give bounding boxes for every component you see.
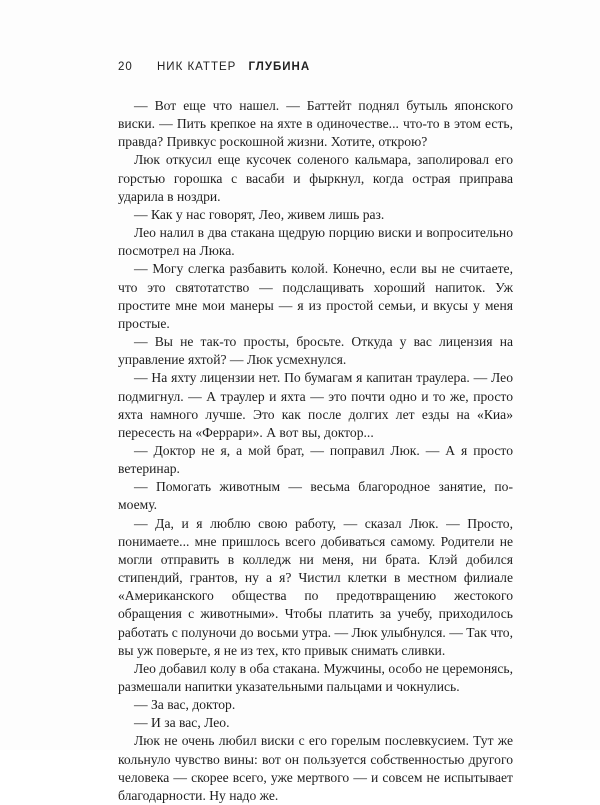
paragraph: — Доктор не я, а мой брат, — поправил Люк. — А я просто ветеринар. xyxy=(118,442,513,477)
paragraph: — На яхту лицензии нет. По бумагам я капитан траулера. — Лео подмигнул. — А траулер и яхта — это почти одно и то же, просто яхта намного лучше. Это как после долгих лет езды на «Киа» пересесть на «Феррари». А вот вы, доктор... xyxy=(118,370,513,440)
paragraph: — Могу слегка разбавить колой. Конечно, если вы не считаете, что это святотатство — подслащивать хороший напиток. Уж простите мне мои манеры — я из простой семьи, и вкусы у меня простые. xyxy=(118,261,513,331)
paragraph: Люк откусил еще кусочек соленого кальмара, заполировал его горстью горошка с васаби и фыркнул, когда острая приправа ударила в ноздри. xyxy=(118,152,513,204)
paragraph: — За вас, доктор. xyxy=(134,697,236,713)
body-text xyxy=(118,97,513,805)
paragraph: Лео налил в два стакана щедрую порцию виски и вопросительно посмотрел на Люка. xyxy=(118,225,513,259)
paragraph: — Да, и я люблю свою работу, — сказал Люк. — Просто, понимаете... мне пришлось всего добиваться самому. Родители не могли отправить в колледж ни меня, ни брата. Клэй добился стипендий, грантов, ну а я? Чистил клетки в местном филиале «Американского общества по предотвращению жестокого обращения с животными». Чтобы платить за учебу, приходилось работать с полуночи до восьми утра. — Люк улыбнулся. — Так что, вы уж поверьте, я не из тех, кто привык снимать сливки. xyxy=(118,515,513,658)
paragraph: — Вот еще что нашел. — Баттейт поднял бутыль японского виски. — Пить крепкое на яхте в одиночестве... что-то в этом есть, правда? Привкус роскошной жизни. Хотите, открою? xyxy=(118,98,513,150)
paragraph: — Помогать животным — весьма благородное занятие, по-моему. xyxy=(118,479,513,513)
book-title: ГЛУБИНА xyxy=(248,61,311,73)
paragraph: — И за вас, Лео. xyxy=(134,715,230,731)
paragraph: — Вы не так-то просты, бросьте. Откуда у вас лицензия на управление яхтой? — Люк усмехнулся. xyxy=(118,334,513,368)
page-number: 20 xyxy=(118,61,133,73)
paragraph: Лео добавил колу в оба стакана. Мужчины, особо не церемонясь, размешали напитки указательными пальцами и чокнулись. xyxy=(118,660,513,694)
author-name: НИК КАТТЕР xyxy=(157,61,237,73)
paragraph: — Как у нас говорят, Лео, живем лишь раз. xyxy=(134,206,385,222)
running-head xyxy=(118,61,310,73)
paragraph: Люк не очень любил виски с его горелым послевкусием. Тут же кольнуло чувство вины: вот он пользуется собственностью другого человека — скорее всего, уже мертвого — и совсем не испытывает благодарности. Ну надо же. xyxy=(118,733,513,803)
